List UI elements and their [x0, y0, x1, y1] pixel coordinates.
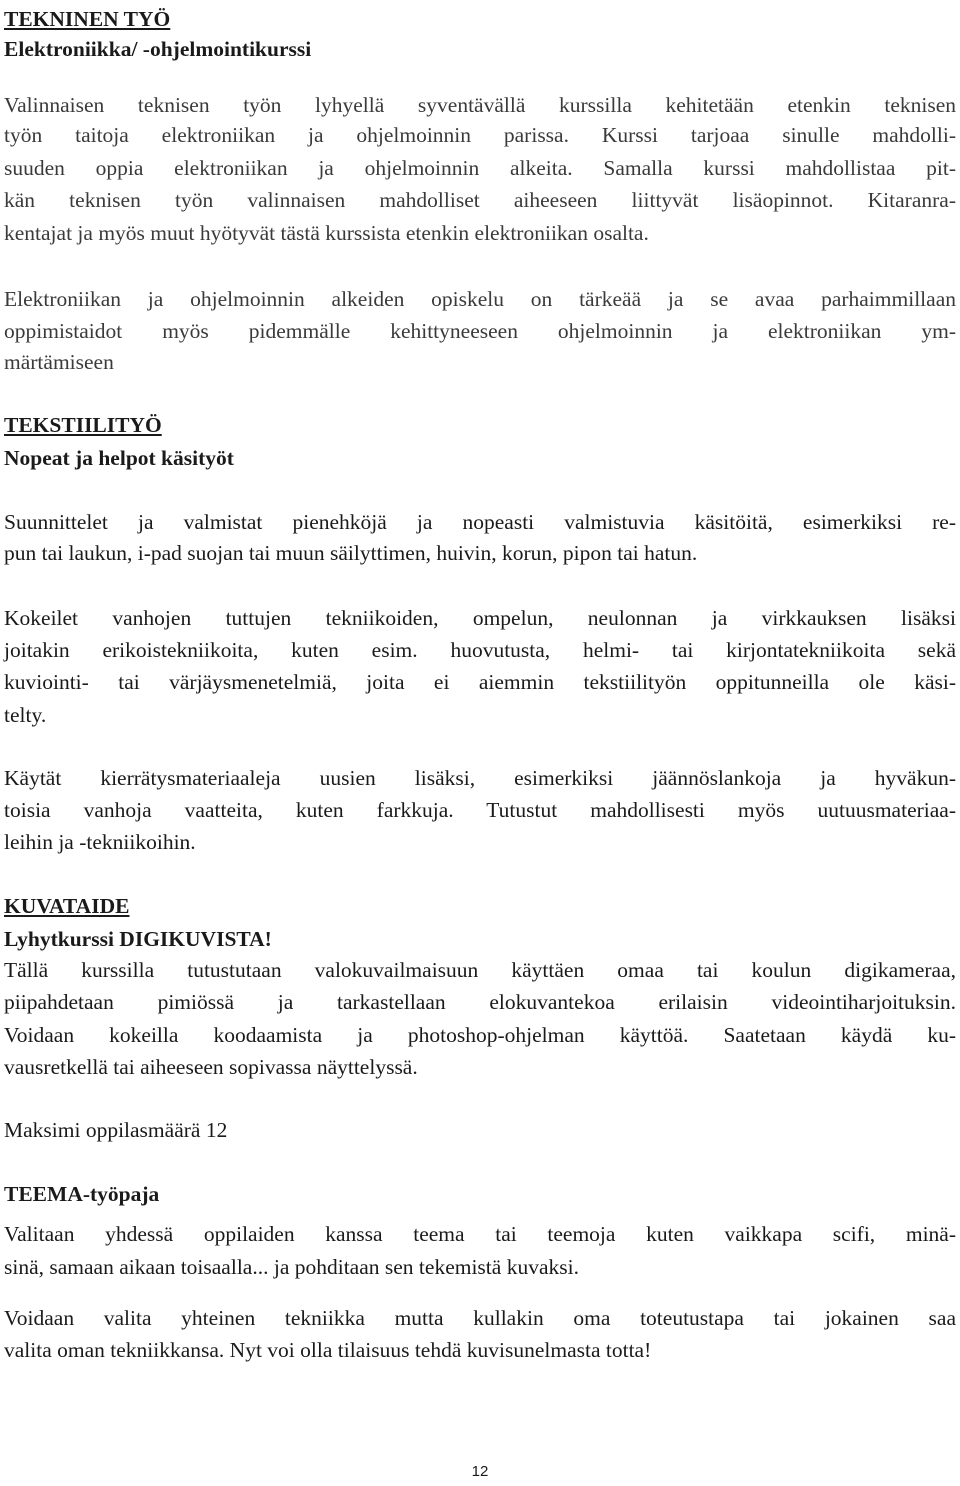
paragraph-line: piipahdetaan pimiössä ja tarkastellaan elokuvantekoa erilaisin videointiharjoituksin.	[4, 990, 956, 1014]
paragraph-line: Valinnaisen teknisen työn lyhyellä syventävällä kurssilla kehitetään etenkin teknisen	[4, 93, 956, 117]
paragraph-line: Voidaan kokeilla koodaamista ja photoshop-ohjelman käyttöä. Saatetaan käydä ku-	[4, 1023, 956, 1047]
course-title-nopeat-kasityot: Nopeat ja helpot käsityöt	[4, 446, 234, 470]
course-title-digikuvista: Lyhytkurssi DIGIKUVISTA!	[4, 927, 272, 951]
paragraph-line: kän teknisen työn valinnaisen mahdolliset aiheeseen liittyvät lisäopinnot. Kitaranra-	[4, 188, 956, 212]
section-heading-kuvataide: KUVATAIDE	[4, 894, 130, 918]
paragraph-line: Kokeilet vanhojen tuttujen tekniikoiden, ompelun, neulonnan ja virkkauksen lisäksi	[4, 606, 956, 630]
paragraph-line: joitakin erikoistekniikoita, kuten esim. huovutusta, helmi- tai kirjontatekniikoita sekä	[4, 638, 956, 662]
paragraph-line: kuviointi- tai värjäysmenetelmiä, joita ei aiemmin tekstiilityön oppitunneilla ole käsi-	[4, 670, 956, 694]
paragraph-line: sinä, samaan aikaan toisaalla... ja pohditaan sen tekemistä kuvaksi.	[4, 1255, 579, 1279]
paragraph-line: telty.	[4, 703, 47, 727]
paragraph-line: toisia vanhoja vaatteita, kuten farkkuja. Tutustut mahdollisesti myös uutuusmateriaa-	[4, 798, 956, 822]
paragraph-line: Suunnittelet ja valmistat pienehköjä ja nopeasti valmistuvia käsitöitä, esimerkiksi re-	[4, 510, 956, 534]
course-title-teema-tyopaja: TEEMA-työpaja	[4, 1182, 160, 1206]
paragraph-line: kentajat ja myös muut hyötyvät tästä kurssista etenkin elektroniikan osalta.	[4, 221, 649, 245]
paragraph-line: leihin ja -tekniikoihin.	[4, 830, 196, 854]
paragraph-line: valita oman tekniikkansa. Nyt voi olla tilaisuus tehdä kuvisunelmasta totta!	[4, 1338, 652, 1362]
section-heading-tekstiilityo: TEKSTIILITYÖ	[4, 413, 162, 437]
paragraph-line: Elektroniikan ja ohjelmoinnin alkeiden opiskelu on tärkeää ja se avaa parhaimmillaan	[4, 287, 956, 311]
section-heading-tekninen-tyo: TEKNINEN TYÖ	[4, 7, 171, 31]
paragraph-line: suuden oppia elektroniikan ja ohjelmoinnin alkeita. Samalla kurssi mahdollistaa pit-	[4, 156, 956, 180]
paragraph-line: Voidaan valita yhteinen tekniikka mutta kullakin oma toteutustapa tai jokainen saa	[4, 1306, 956, 1330]
max-students-note: Maksimi oppilasmäärä 12	[4, 1118, 228, 1142]
page-number: 12	[471, 1463, 489, 1480]
paragraph-line: työn taitoja elektroniikan ja ohjelmoinnin parissa. Kurssi tarjoaa sinulle mahdolli-	[4, 123, 956, 147]
paragraph-line: Tällä kurssilla tutustutaan valokuvailmaisuun käyttäen omaa tai koulun digikameraa,	[4, 958, 956, 982]
paragraph-line: pun tai laukun, i-pad suojan tai muun säilyttimen, huivin, korun, pipon tai hatun.	[4, 541, 698, 565]
paragraph-line: Käytät kierrätysmateriaaleja uusien lisäksi, esimerkiksi jäännöslankoja ja hyväkun-	[4, 766, 956, 790]
paragraph-line: märtämiseen	[4, 350, 114, 374]
course-title-elektroniikka: Elektroniikka/ -ohjelmointikurssi	[4, 37, 312, 61]
paragraph-line: oppimistaidot myös pidemmälle kehittyneeseen ohjelmoinnin ja elektroniikan ym-	[4, 319, 956, 343]
paragraph-line: Valitaan yhdessä oppilaiden kanssa teema tai teemoja kuten vaikkapa scifi, minä-	[4, 1222, 956, 1246]
paragraph-line: vausretkellä tai aiheeseen sopivassa näyttelyssä.	[4, 1055, 418, 1079]
